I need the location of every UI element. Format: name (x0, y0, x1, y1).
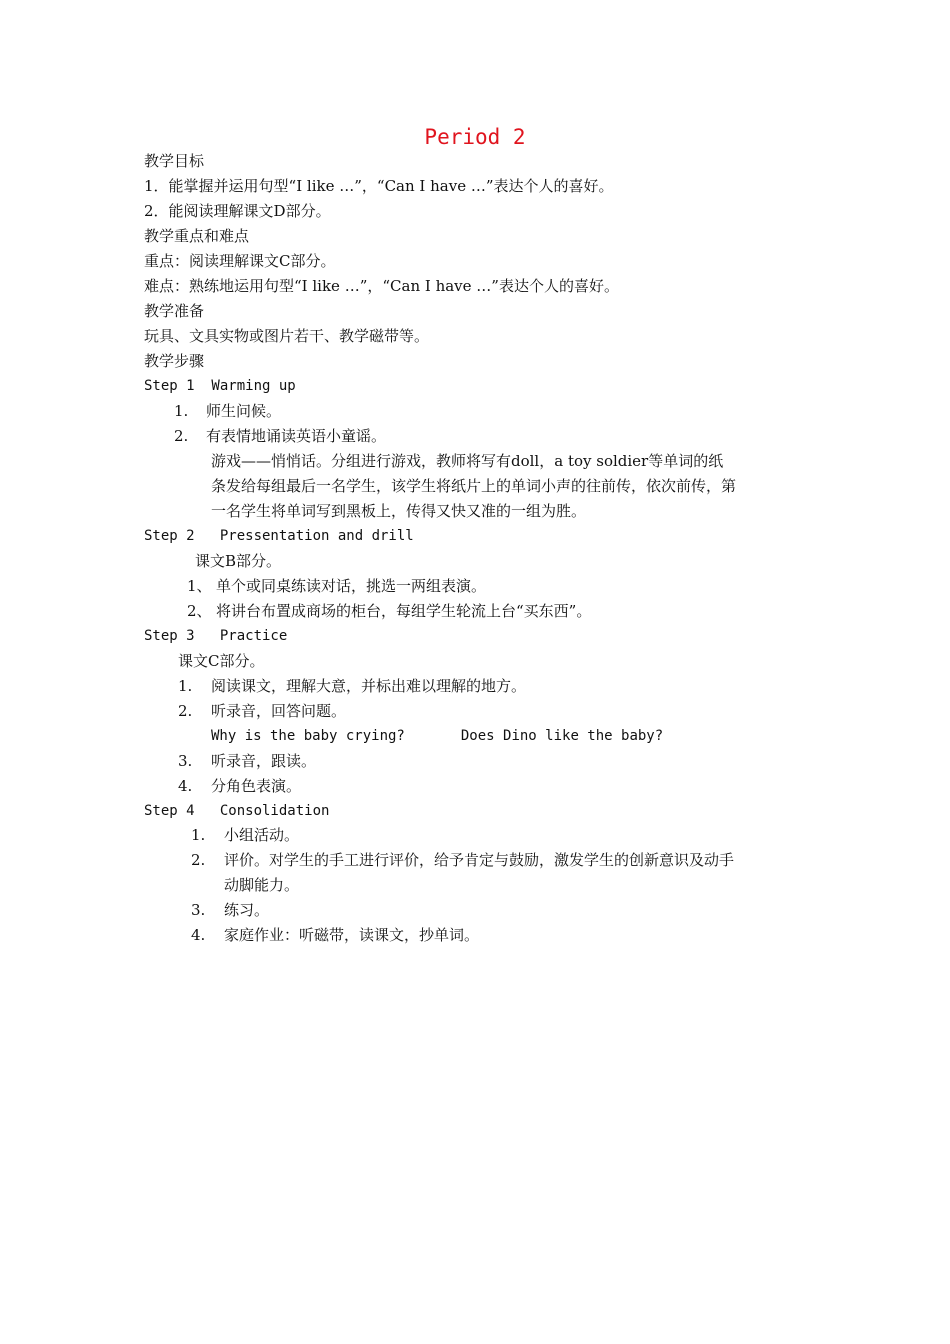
step3-intro: 课文C部分。 (178, 652, 265, 670)
list-item-text: 练习。 (224, 901, 270, 919)
list-item-text: 有表情地诵读英语小童谣。 (206, 427, 387, 445)
objective-item: 1．能掌握并运用句型“I like …”，“Can I have …”表达个人的喜好。 (144, 177, 614, 195)
step4-title: Step 4 Consolidation (144, 803, 330, 819)
list-item-text: 听录音，回答问题。 (211, 702, 347, 720)
list-item (178, 749, 316, 774)
comprehension-questions (211, 724, 663, 749)
list-item-text: 评价。对学生的手工进行评价，给予肯定与鼓励，激发学生的创新意识及动手 (224, 851, 735, 869)
game-description-line: 游戏——悄悄话。分组进行游戏，教师将写有doll，a toy soldier等单词的纸 (211, 452, 724, 470)
list-item-number: 1、 (187, 577, 212, 595)
list-item (191, 823, 299, 848)
list-item-text: 小组活动。 (224, 826, 300, 844)
list-item-number: 2. (178, 702, 193, 720)
list-item-text: 阅读课文，理解大意，并标出难以理解的地方。 (211, 677, 527, 695)
list-item (174, 399, 281, 424)
list-item (191, 848, 734, 873)
list-item-text: 听录音，跟读。 (211, 752, 317, 770)
list-item (178, 674, 526, 699)
list-item-number: 4. (191, 926, 206, 944)
list-item-text: 家庭作业：听磁带，读课文，抄单词。 (224, 926, 480, 944)
step2-title: Step 2 Pressentation and drill (144, 528, 414, 544)
page-title: Period 2 (424, 125, 526, 149)
preparation-text: 玩具、文具实物或图片若干、教学磁带等。 (144, 327, 430, 345)
list-item-number: 1. (191, 826, 206, 844)
preparation-heading: 教学准备 (144, 302, 205, 320)
list-item-number: 2. (174, 427, 189, 445)
step1-title: Step 1 Warming up (144, 378, 296, 394)
list-item (178, 699, 346, 724)
list-item (191, 923, 479, 948)
game-description-line: 一名学生将单词写到黑板上，传得又快又准的一组为胜。 (211, 502, 587, 520)
difficulty-text: 难点：熟练地运用句型“I like …”，“Can I have …”表达个人的喜好。 (144, 277, 619, 295)
key-points-heading: 教学重点和难点 (144, 227, 250, 245)
focus-text: 重点：阅读理解课文C部分。 (144, 252, 336, 270)
list-item-continuation: 动脚能力。 (224, 876, 300, 894)
list-item (191, 898, 269, 923)
list-item (187, 574, 486, 599)
step3-title: Step 3 Practice (144, 628, 288, 644)
list-item-text: 将讲台布置成商场的柜台，每组学生轮流上台“买东西”。 (216, 602, 592, 620)
question-text: Does Dino like the baby? (460, 728, 664, 744)
list-item-number: 1. (178, 677, 193, 695)
list-item (187, 599, 591, 624)
objective-item: 2．能阅读理解课文D部分。 (144, 202, 331, 220)
list-item-number: 2. (191, 851, 206, 869)
objectives-heading: 教学目标 (144, 152, 205, 170)
list-item-text: 师生问候。 (206, 402, 282, 420)
question-text: Why is the baby crying? (211, 728, 405, 744)
list-item-text: 分角色表演。 (211, 777, 302, 795)
list-item-number: 3. (191, 901, 206, 919)
step2-intro: 课文B部分。 (195, 552, 282, 570)
list-item-text: 单个或同桌练读对话，挑选一两组表演。 (216, 577, 487, 595)
list-item-number: 1. (174, 402, 189, 420)
game-description-line: 条发给每组最后一名学生，该学生将纸片上的单词小声的往前传，依次前传，第 (211, 477, 737, 495)
list-item-number: 4. (178, 777, 193, 795)
procedure-heading: 教学步骤 (144, 352, 205, 370)
list-item (174, 424, 386, 449)
list-item-number: 2、 (187, 602, 212, 620)
list-item (178, 774, 301, 799)
list-item-number: 3. (178, 752, 193, 770)
